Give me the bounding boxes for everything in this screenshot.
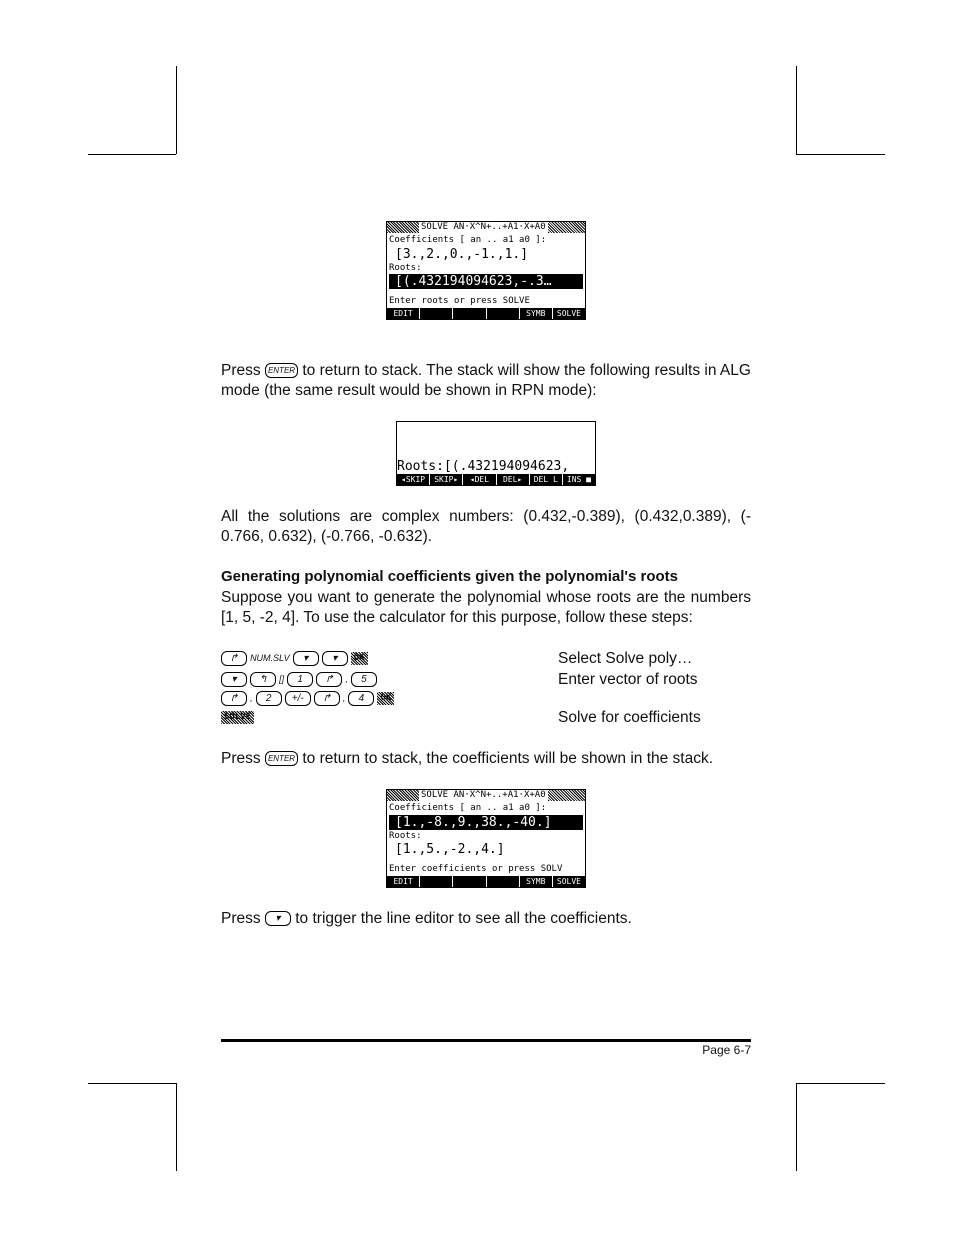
calculator-screen-solve-coefficients <box>386 789 586 888</box>
screen-title: SOLVE AN·X^N+..+A1·X+A0 <box>421 222 546 232</box>
calculator-screen-solve-roots <box>386 221 586 320</box>
screen-title-bar <box>387 790 585 801</box>
status-prompt: Enter coefficients or press SOLV <box>389 864 563 874</box>
numslv-key-label: NUM.SLV <box>250 653 290 663</box>
section-heading: Generating polynomial coefficients given the polynomial's roots <box>221 568 678 585</box>
press-word: Press <box>221 910 261 927</box>
roots-field: [(.432194094623,-.3… <box>389 274 583 289</box>
solve-softkey: SOLVE <box>221 711 254 724</box>
press-word: Press <box>221 362 261 379</box>
softkey-blank <box>420 308 452 319</box>
softkey-menu <box>387 876 585 887</box>
comma-key-label: , <box>342 693 346 703</box>
left-shift-key-icon: ↰ <box>250 672 276 687</box>
right-shift-key-icon: ↱ <box>314 691 340 706</box>
crop-mark <box>796 1083 797 1171</box>
status-prompt: Enter roots or press SOLVE <box>389 296 530 306</box>
softkey-blank <box>453 876 485 887</box>
step-2-description: Enter vector of roots <box>558 671 698 688</box>
ok-softkey: OK <box>351 652 368 665</box>
down-arrow-key-icon: ▾ <box>221 672 247 687</box>
down-arrow-key-icon: ▾ <box>322 651 348 666</box>
paragraph-solutions-line2: 0.766, 0.632), (-0.766, -0.632). <box>221 528 433 545</box>
down-arrow-key-icon: ▾ <box>293 651 319 666</box>
softkey-solve: SOLVE <box>553 876 585 887</box>
crop-mark <box>176 66 177 154</box>
step-1-description: Select Solve poly… <box>558 650 693 667</box>
softkey-blank <box>453 308 485 319</box>
softkey-symb: SYMB <box>520 876 552 887</box>
step-4-description: Solve for coefficients <box>558 709 701 726</box>
brackets-key-label: [] <box>279 674 285 684</box>
roots-field: [1.,5.,-2.,4.] <box>395 842 505 857</box>
crop-mark <box>796 154 885 155</box>
paragraph-text: to return to stack. The stack will show the following results in ALG mode (the same result would be shown in RPN mode): <box>221 362 751 399</box>
softkey-edit: EDIT <box>387 876 419 887</box>
paragraph-text: to return to stack, the coefficients will be shown in the stack. <box>302 750 714 767</box>
page-number: Page 6-7 <box>702 1043 751 1057</box>
screen-title-bar <box>387 222 585 233</box>
softkey-skip-left: ◂SKIP <box>397 474 429 485</box>
crop-mark <box>88 1083 176 1084</box>
right-shift-key-icon: ↱ <box>316 672 342 687</box>
softkey-del-left: ◂DEL <box>463 474 495 485</box>
softkey-menu <box>397 474 595 485</box>
roots-label: Roots: <box>389 831 422 841</box>
footer-rule <box>221 1039 751 1042</box>
softkey-insert: INS ■ <box>563 474 595 485</box>
press-word: Press <box>221 750 261 767</box>
crop-mark <box>176 1083 177 1171</box>
softkey-del-right: DEL▸ <box>497 474 529 485</box>
crop-mark <box>796 66 797 154</box>
softkey-blank <box>487 308 519 319</box>
key-sequence-step-4 <box>221 708 254 726</box>
paragraph-text: to trigger the line editor to see all the coefficients. <box>295 910 632 927</box>
coefficients-label: Coefficients [ an .. a1 a0 ]: <box>389 235 547 245</box>
key-sequence-step-2 <box>221 670 377 688</box>
softkey-blank <box>487 876 519 887</box>
digit-5-key: 5 <box>351 672 377 687</box>
enter-key-icon: ENTER <box>265 751 298 766</box>
paragraph-suppose-line2: [1, 5, -2, 4]. To use the calculator for this purpose, follow these steps: <box>221 609 693 626</box>
coefficients-label: Coefficients [ an .. a1 a0 ]: <box>389 803 547 813</box>
softkey-edit: EDIT <box>387 308 419 319</box>
softkey-menu <box>387 308 585 319</box>
softkey-skip-right: SKIP▸ <box>430 474 462 485</box>
crop-mark <box>88 154 176 155</box>
key-sequence-step-1 <box>221 649 368 667</box>
softkey-symb: SYMB <box>520 308 552 319</box>
softkey-blank <box>420 876 452 887</box>
softkey-del-line: DEL L <box>530 474 562 485</box>
calculator-screen-stack <box>396 421 596 486</box>
comma-key-label: , <box>345 674 348 684</box>
plus-minus-key: +/- <box>285 691 311 706</box>
paragraph-press-enter-2 <box>221 749 751 769</box>
right-shift-key-icon: ↱ <box>221 691 247 706</box>
screen-title: SOLVE AN·X^N+..+A1·X+A0 <box>421 790 546 800</box>
coefficients-field: [3.,2.,0.,-1.,1.] <box>395 247 529 262</box>
crop-mark <box>796 1083 885 1084</box>
stack-roots-line: Roots:[(.432194094623, <box>397 459 570 474</box>
enter-key-icon: ENTER <box>265 363 298 378</box>
coefficients-field: [1.,-8.,9.,38.,-40.] <box>389 815 583 830</box>
digit-1-key: 1 <box>287 672 313 687</box>
softkey-solve: SOLVE <box>553 308 585 319</box>
digit-4-key: 4 <box>348 691 374 706</box>
right-shift-key-icon: ↱ <box>221 651 247 666</box>
comma-key-label: , <box>250 693 253 703</box>
roots-label: Roots: <box>389 263 422 273</box>
paragraph-solutions-line1: All the solutions are complex numbers: (0.432,-0.389), (0.432,0.389), (- <box>221 508 751 525</box>
digit-2-key: 2 <box>256 691 282 706</box>
paragraph-suppose-line1: Suppose you want to generate the polynomial whose roots are the numbers <box>221 589 751 606</box>
down-arrow-key-icon: ▾ <box>265 911 291 926</box>
ok-softkey: OK <box>377 692 394 705</box>
key-sequence-step-3 <box>221 689 394 707</box>
paragraph-press-enter <box>221 361 751 401</box>
paragraph-press-down <box>221 909 751 929</box>
